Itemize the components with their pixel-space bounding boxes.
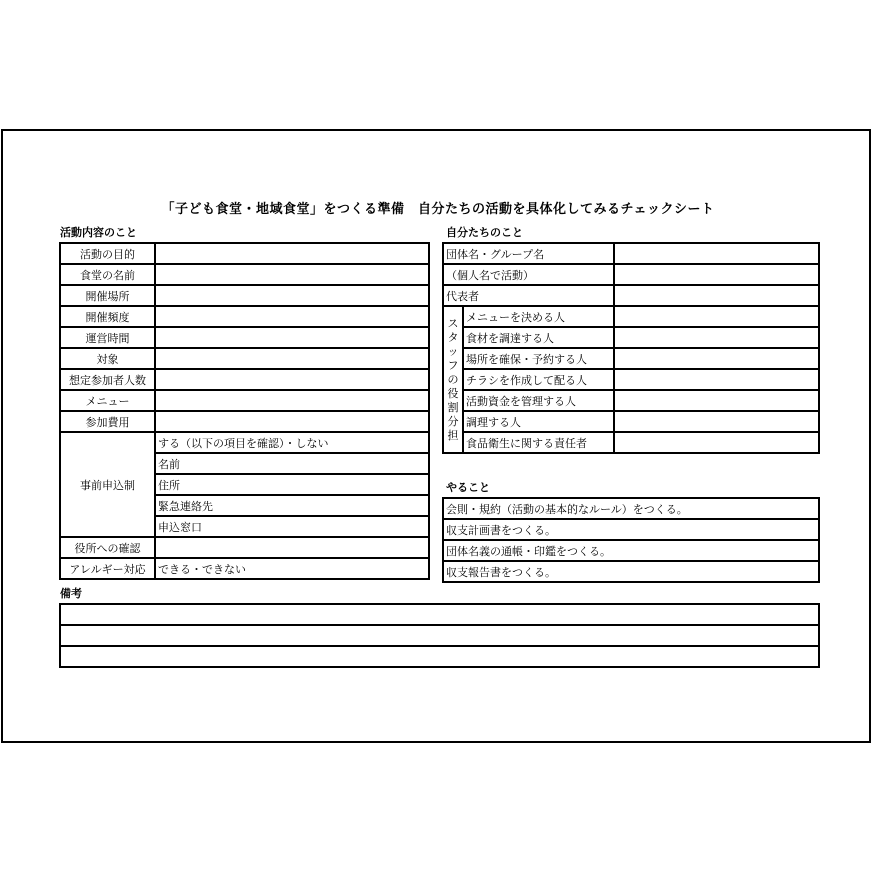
- members-table: [442, 242, 820, 454]
- staff-label-char: 割: [447, 400, 459, 414]
- staff-label-char: の: [447, 372, 459, 386]
- staff-role-value[interactable]: [614, 432, 819, 453]
- staff-role-row: [443, 390, 819, 411]
- staff-role-value[interactable]: [614, 390, 819, 411]
- reservation-item[interactable]: 申込窓口: [155, 516, 429, 537]
- staff-role-row: [443, 369, 819, 390]
- notes-line: [60, 646, 819, 667]
- todo-row: [443, 498, 819, 519]
- group-name-label: 団体名・グループ名: [443, 243, 614, 264]
- activity-row-label: 参加費用: [60, 411, 155, 432]
- activity-row: [60, 411, 429, 432]
- activity-row-value[interactable]: [155, 306, 429, 327]
- staff-role-label: 調理する人: [463, 411, 614, 432]
- notes-line-field[interactable]: [60, 646, 819, 667]
- group-name-sub-label: （個人名で活動）: [443, 264, 614, 285]
- staff-label-char: ッ: [447, 344, 459, 358]
- staff-role-label: チラシを作成して配る人: [463, 369, 614, 390]
- reservation-item[interactable]: 名前: [155, 453, 429, 474]
- office-check-value[interactable]: [155, 537, 429, 558]
- activity-row-value[interactable]: [155, 411, 429, 432]
- notes-line-field[interactable]: [60, 604, 819, 625]
- activity-row: [60, 369, 429, 390]
- staff-label-char: 担: [447, 428, 459, 442]
- todo-item: 会則・規約（活動の基本的なルール）をつくる。: [443, 498, 819, 519]
- representative-row: [443, 285, 819, 306]
- activity-row-label: 食堂の名前: [60, 264, 155, 285]
- reservation-row: [60, 432, 429, 453]
- activity-row-value[interactable]: [155, 264, 429, 285]
- staff-label-char: ス: [447, 316, 459, 330]
- activity-row-label: 開催頻度: [60, 306, 155, 327]
- staff-role-value[interactable]: [614, 411, 819, 432]
- activity-row: [60, 243, 429, 264]
- todo-row: [443, 561, 819, 582]
- todo-table: [442, 497, 820, 583]
- staff-role-value[interactable]: [614, 306, 819, 327]
- representative-label: 代表者: [443, 285, 614, 306]
- allergy-value[interactable]: できる・できない: [155, 558, 429, 579]
- activity-row-label: メニュー: [60, 390, 155, 411]
- activity-row-value[interactable]: [155, 390, 429, 411]
- staff-role-row: [443, 432, 819, 453]
- activity-table: [59, 242, 430, 580]
- staff-role-value[interactable]: [614, 327, 819, 348]
- staff-role-label: メニューを決める人: [463, 306, 614, 327]
- right-section-heading: 自分たちのこと: [446, 226, 523, 239]
- notes-line-field[interactable]: [60, 625, 819, 646]
- group-name-row-1: [443, 243, 819, 264]
- left-section-heading: 活動内容のこと: [60, 226, 137, 239]
- activity-row-label: 運営時間: [60, 327, 155, 348]
- activity-row: [60, 285, 429, 306]
- activity-row-value[interactable]: [155, 327, 429, 348]
- reservation-item[interactable]: 緊急連絡先: [155, 495, 429, 516]
- activity-row-value[interactable]: [155, 369, 429, 390]
- notes-section-heading: 備考: [60, 587, 82, 600]
- todo-row: [443, 540, 819, 561]
- activity-row-label: 対象: [60, 348, 155, 369]
- reservation-options[interactable]: する（以下の項目を確認）・しない: [155, 432, 429, 453]
- group-name-value-2[interactable]: [614, 264, 819, 285]
- allergy-row: [60, 558, 429, 579]
- staff-label-char: タ: [447, 330, 459, 344]
- activity-row: [60, 264, 429, 285]
- staff-label-char: 分: [447, 414, 459, 428]
- notes-line: [60, 625, 819, 646]
- activity-row: [60, 306, 429, 327]
- todo-row: [443, 519, 819, 540]
- todo-item: 収支報告書をつくる。: [443, 561, 819, 582]
- notes-line: [60, 604, 819, 625]
- staff-role-value[interactable]: [614, 369, 819, 390]
- staff-role-label: 食材を調達する人: [463, 327, 614, 348]
- reservation-item[interactable]: 住所: [155, 474, 429, 495]
- activity-row-value[interactable]: [155, 243, 429, 264]
- page-title: 「子ども食堂・地域食堂」をつくる準備 自分たちの活動を具体化してみるチェックシート: [161, 202, 715, 217]
- staff-role-value[interactable]: [614, 348, 819, 369]
- staff-role-label: 食品衛生に関する責任者: [463, 432, 614, 453]
- activity-row: [60, 390, 429, 411]
- staff-role-row: [443, 327, 819, 348]
- staff-label-char: 役: [447, 386, 459, 400]
- staff-roles-vertical-label: [443, 306, 463, 453]
- activity-row-value[interactable]: [155, 348, 429, 369]
- todo-item: 団体名義の通帳・印鑑をつくる。: [443, 540, 819, 561]
- staff-label-char: フ: [447, 358, 459, 372]
- staff-role-row: [443, 348, 819, 369]
- activity-row: [60, 348, 429, 369]
- group-name-row-2: [443, 264, 819, 285]
- activity-row-value[interactable]: [155, 285, 429, 306]
- activity-row-label: 開催場所: [60, 285, 155, 306]
- office-check-label: 役所への確認: [60, 537, 155, 558]
- group-name-value-1[interactable]: [614, 243, 819, 264]
- allergy-label: アレルギー対応: [60, 558, 155, 579]
- representative-value[interactable]: [614, 285, 819, 306]
- staff-role-row: [443, 411, 819, 432]
- todo-item: 収支計画書をつくる。: [443, 519, 819, 540]
- staff-role-row: [443, 306, 819, 327]
- reservation-label: 事前申込制: [60, 432, 155, 537]
- staff-role-label: 活動資金を管理する人: [463, 390, 614, 411]
- notes-table: [59, 603, 820, 668]
- todo-section-heading: やること: [446, 481, 490, 494]
- activity-row-label: 想定参加者人数: [60, 369, 155, 390]
- activity-row-label: 活動の目的: [60, 243, 155, 264]
- staff-role-label: 場所を確保・予約する人: [463, 348, 614, 369]
- activity-row: [60, 327, 429, 348]
- office-check-row: [60, 537, 429, 558]
